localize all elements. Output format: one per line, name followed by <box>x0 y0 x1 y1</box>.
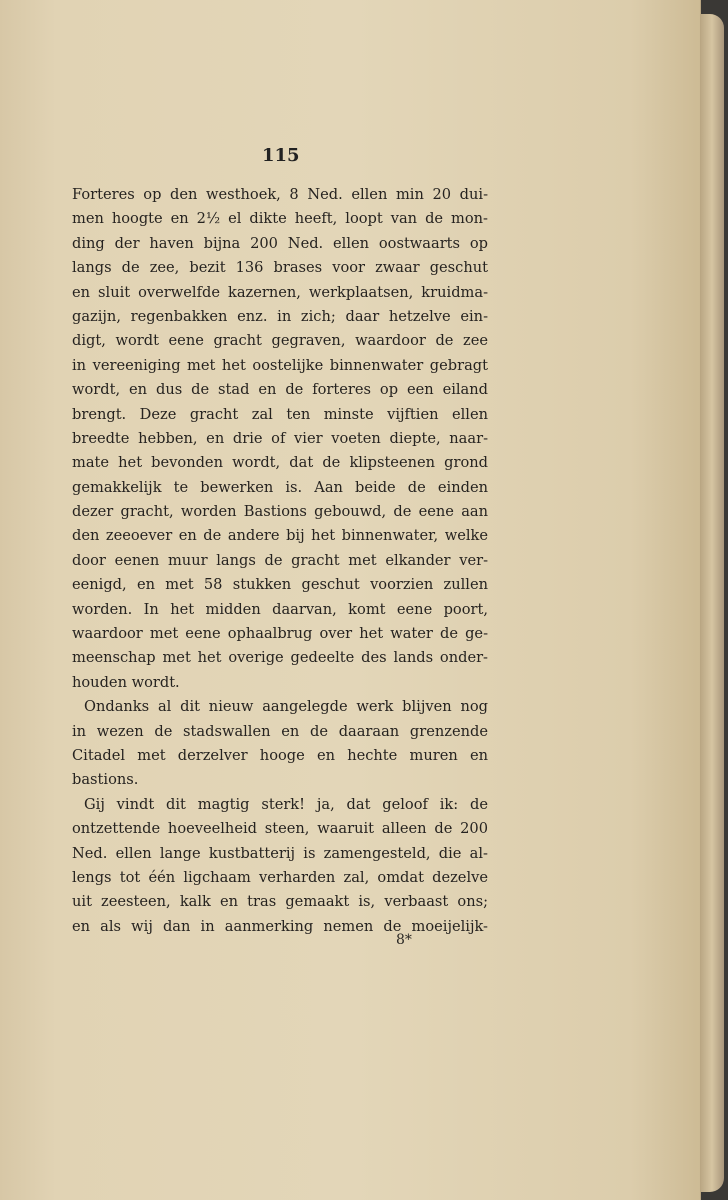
text-line: Forteres op den westhoek, 8 Ned. ellen min 20 dui- <box>72 186 488 203</box>
text-line: Ned. ellen lange kustbatterij is zamengesteld, die al- <box>72 844 488 862</box>
text-line: dezer gracht, worden Bastions gebouwd, de eene aan <box>72 503 488 521</box>
text-line: eenigd, en met 58 stukken geschut voorzien zullen <box>72 576 488 594</box>
text-line: ontzettende hoeveelheid steen, waaruit alleen de 200 <box>72 820 488 838</box>
text-line: Citadel met derzelver hooge en hechte muren en <box>72 746 488 764</box>
text-line: in vereeniging met het oostelijke binnenwater gebragt <box>72 356 488 374</box>
text-line: in wezen de stadswallen en de daaraan grenzende <box>72 722 488 740</box>
text-line: uit zeesteen, kalk en tras gemaakt is, verbaast ons; <box>72 893 488 911</box>
text-line: bastions. <box>72 771 139 789</box>
text-line: en sluit overwelfde kazernen, werkplaatsen, kruidma- <box>72 283 488 301</box>
text-line: en als wij dan in aanmerking nemen de moeijelijk- <box>72 917 488 935</box>
page-number: 115 <box>262 145 300 166</box>
text-line: lengs tot één ligchaam verharden zal, omdat dezelve <box>72 868 488 886</box>
text-line: wordt, en dus de stad en de forteres op een eiland <box>72 381 488 399</box>
text-line: breedte hebben, en drie of vier voeten diepte, naar- <box>72 429 488 447</box>
text-line: brengt. Deze gracht zal ten minste vijftien ellen <box>72 405 488 423</box>
text-line: ding der haven bijna 200 Ned. ellen oostwaarts op <box>72 234 488 252</box>
text-line: Gij vindt dit magtig sterk! ja, dat geloof ik: de <box>84 795 488 813</box>
text-line: door eenen muur langs de gracht met elkander ver- <box>72 551 488 569</box>
text-line: men hoogte en 2½ el dikte heeft, loopt van de mon- <box>72 210 488 228</box>
text-line: gemakkelijk te bewerken is. Aan beide de einden <box>72 478 488 496</box>
text-line: houden wordt. <box>72 673 180 691</box>
signature-mark: 8* <box>396 932 412 948</box>
body-text <box>72 183 488 939</box>
text-line: Ondanks al dit nieuw aangelegde werk blijven nog <box>84 698 488 716</box>
text-line: worden. In het midden daarvan, komt eene poort, <box>72 600 488 618</box>
text-line: waardoor met eene ophaalbrug over het water de ge- <box>72 625 488 643</box>
text-line: den zeeoever en de andere bij het binnenwater, welke <box>72 527 488 545</box>
text-line: gazijn, regenbakken enz. in zich; daar hetzelve ein- <box>72 307 488 325</box>
text-line: meenschap met het overige gedeelte des lands onder- <box>72 649 488 667</box>
text-line: mate het bevonden wordt, dat de klipsteenen grond <box>72 454 488 472</box>
text-line: langs de zee, bezit 136 brases voor zwaar geschut <box>72 259 488 277</box>
text-line: digt, wordt eene gracht gegraven, waardoor de zee <box>72 332 488 350</box>
